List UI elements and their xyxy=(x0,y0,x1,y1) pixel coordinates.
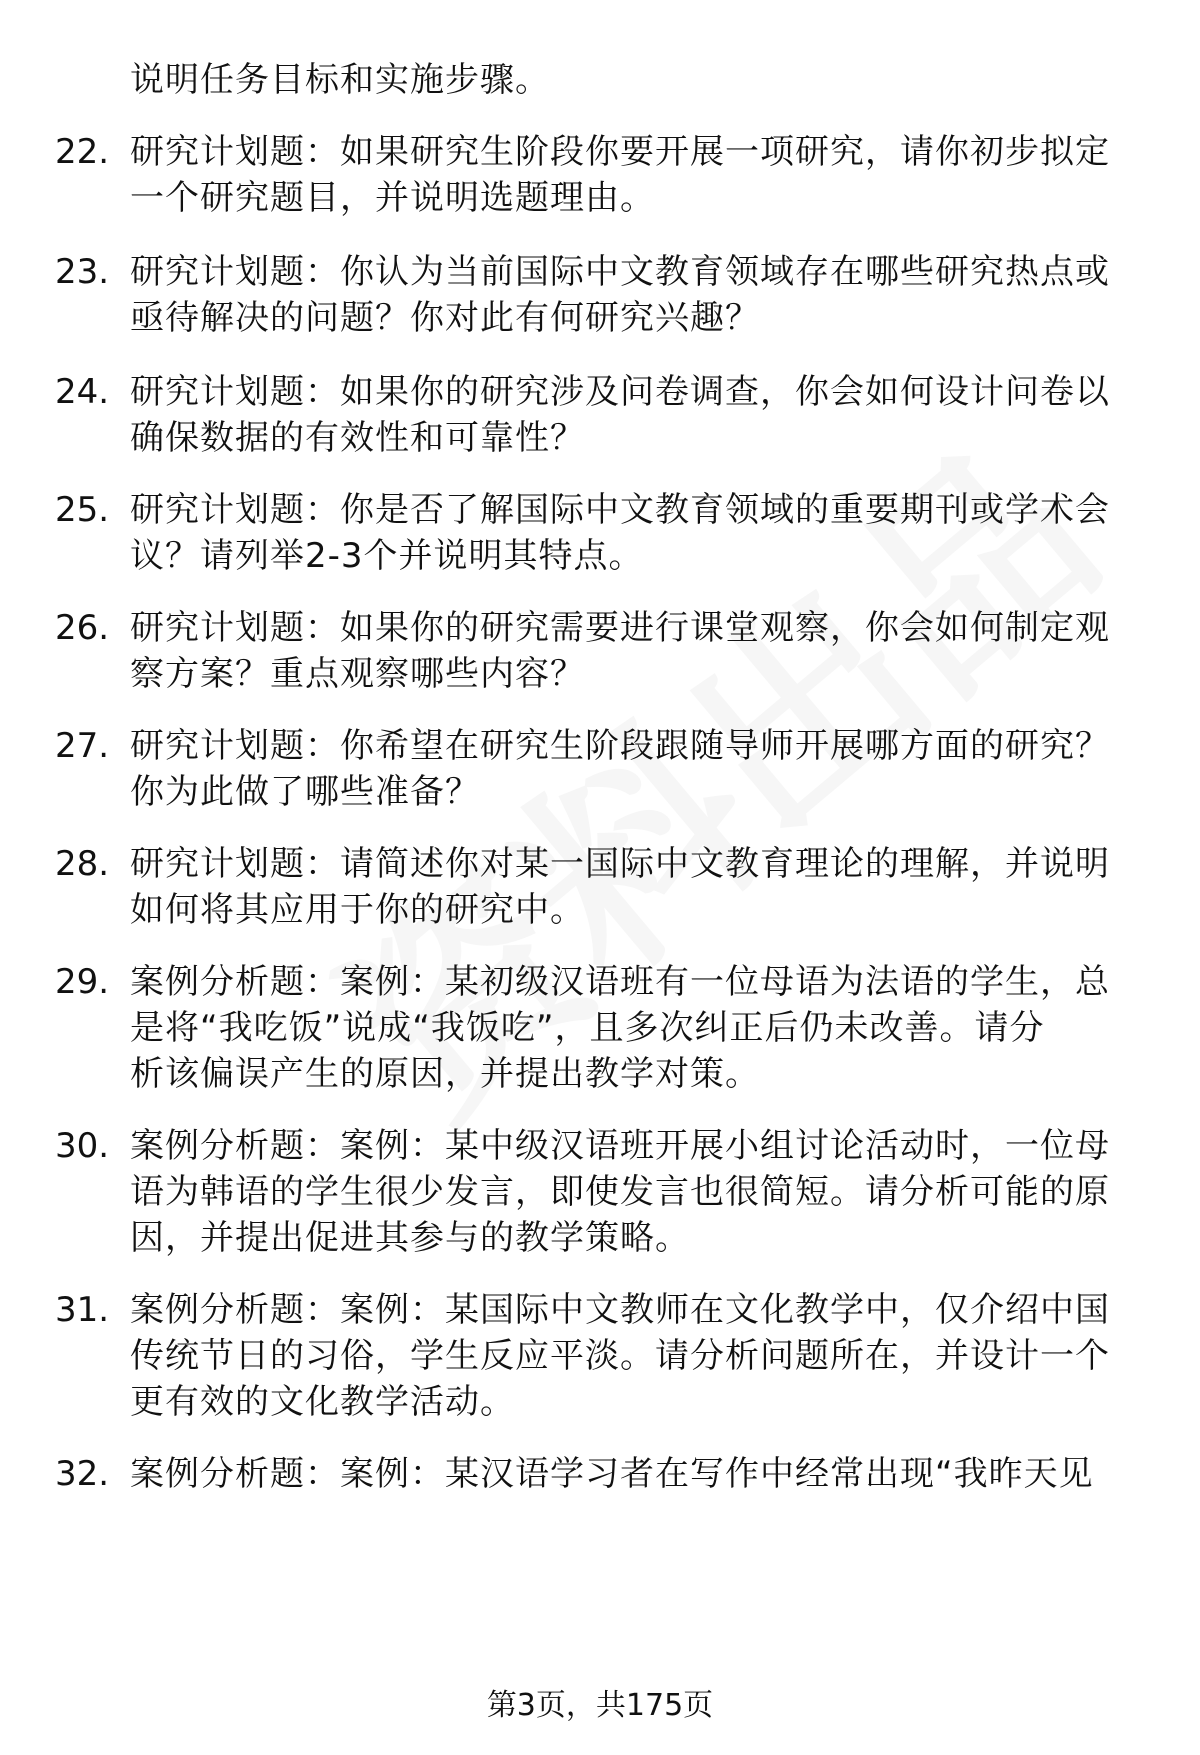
question-line: 案例分析题：案例：某初级汉语班有一位母语为法语的学生，总 xyxy=(130,962,1110,1002)
question-line: 因，并提出促进其参与的教学策略。 xyxy=(130,1218,690,1258)
question-line: 更有效的文化教学活动。 xyxy=(130,1382,515,1422)
question-line: 析该偏误产生的原因，并提出教学对策。 xyxy=(130,1054,760,1094)
question-number: 26. xyxy=(55,608,110,648)
question-line: 案例分析题：案例：某中级汉语班开展小组讨论活动时，一位母 xyxy=(130,1126,1110,1166)
question-number: 27. xyxy=(55,726,110,766)
question-line: 一个研究题目，并说明选题理由。 xyxy=(130,178,655,218)
question-line: 研究计划题：如果研究生阶段你要开展一项研究，请你初步拟定 xyxy=(130,132,1110,172)
question-line: 研究计划题：如果你的研究涉及问卷调查，你会如何设计问卷以 xyxy=(130,372,1110,412)
question-line: 研究计划题：如果你的研究需要进行课堂观察，你会如何制定观 xyxy=(130,608,1110,648)
question-line: 确保数据的有效性和可靠性？ xyxy=(130,418,585,458)
question-number: 30. xyxy=(55,1126,110,1166)
question-line: 传统节日的习俗，学生反应平淡。请分析问题所在，并设计一个 xyxy=(130,1336,1110,1376)
question-line: 是将“我吃饭”说成“我饭吃”，且多次纠正后仍未改善。请分 xyxy=(130,1008,1045,1048)
question-number: 23. xyxy=(55,252,110,292)
question-number: 22. xyxy=(55,132,110,172)
question-line: 案例分析题：案例：某汉语学习者在写作中经常出现“我昨天见 xyxy=(130,1454,1094,1494)
question-line: 议？请列举2-3个并说明其特点。 xyxy=(130,536,644,576)
question-line: 研究计划题：你希望在研究生阶段跟随导师开展哪方面的研究？ xyxy=(130,726,1110,766)
question-line: 案例分析题：案例：某国际中文教师在文化教学中，仅介绍中国 xyxy=(130,1290,1110,1330)
question-line: 研究计划题：你是否了解国际中文教育领域的重要期刊或学术会 xyxy=(130,490,1110,530)
lead-line: 说明任务目标和实施步骤。 xyxy=(130,60,550,100)
page-footer: 第3页，共175页 xyxy=(486,1688,714,1723)
question-line: 研究计划题：你认为当前国际中文教育领域存在哪些研究热点或 xyxy=(130,252,1110,292)
question-line: 察方案？重点观察哪些内容？ xyxy=(130,654,585,694)
question-line: 亟待解决的问题？你对此有何研究兴趣？ xyxy=(130,298,760,338)
question-number: 24. xyxy=(55,372,110,412)
question-number: 32. xyxy=(55,1454,110,1494)
question-line: 语为韩语的学生很少发言，即使发言也很简短。请分析可能的原 xyxy=(130,1172,1110,1212)
question-number: 28. xyxy=(55,844,110,884)
question-line: 研究计划题：请简述你对某一国际中文教育理论的理解，并说明 xyxy=(130,844,1110,884)
question-line: 如何将其应用于你的研究中。 xyxy=(130,890,585,930)
question-number: 31. xyxy=(55,1290,110,1330)
question-line: 你为此做了哪些准备？ xyxy=(130,772,480,812)
question-number: 29. xyxy=(55,962,110,1002)
question-number: 25. xyxy=(55,490,110,530)
